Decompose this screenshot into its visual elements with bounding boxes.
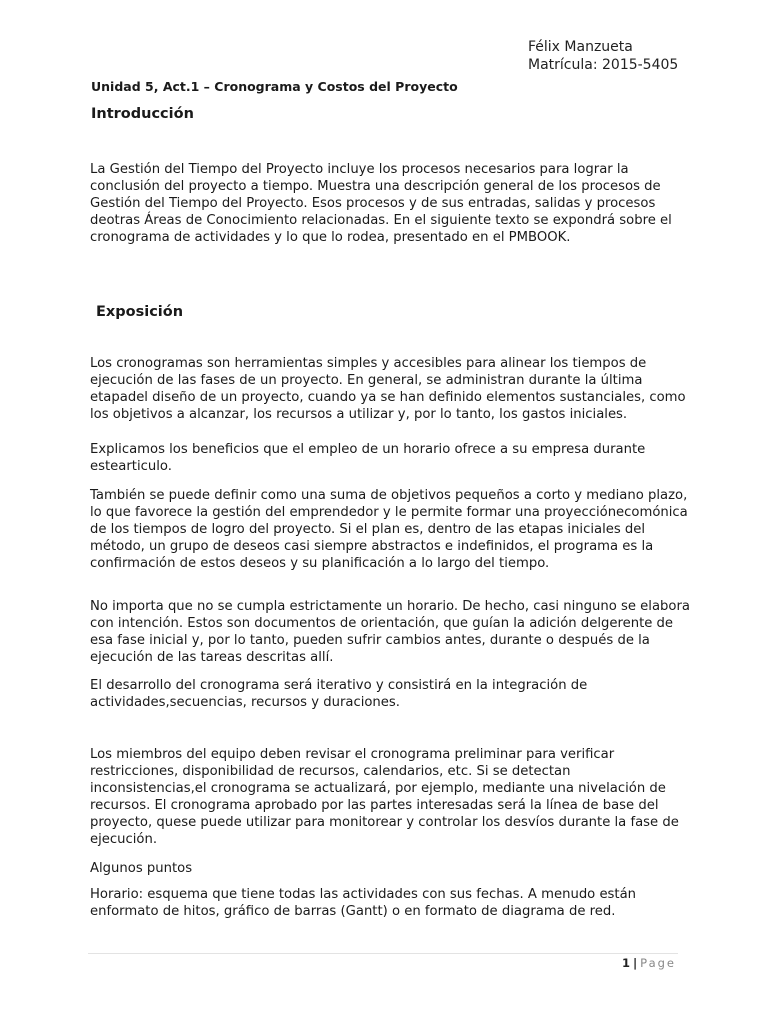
intro-heading: Introducción xyxy=(91,106,194,122)
body-paragraph: Los cronogramas son herramientas simples y accesibles para alinear los tiempos de ejecución de las fases de un proyecto. En general, se administran durante la última etapadel diseño de un proyecto, cuando ya se han definido elementos sustanciales, como los objetivos a alcanzar, los recursos a utilizar y, por lo tanto, los gastos iniciales. xyxy=(90,356,686,422)
body-paragraph: Explicamos los beneficios que el empleo de un horario ofrece a su empresa durante estearticulo. xyxy=(90,442,646,474)
body-paragraph: Algunos puntos xyxy=(90,861,193,876)
page-label: Page xyxy=(640,956,676,970)
body-paragraph: Los miembros del equipo deben revisar el cronograma preliminar para verificar restricciones, disponibilidad de recursos, calendarios, etc. Si se detectan inconsistencias,el cronograma se actualizará, por ejemplo, mediante una nivelación de recursos. El cronograma aprobado por las partes interesadas será la línea de base del proyecto, quese puede utilizar para monitorear y controlar los desvíos durante la fase de ejecución. xyxy=(90,747,679,847)
author-block xyxy=(528,38,678,74)
body-paragraph: También se puede definir como una suma de objetivos pequeños a corto y mediano plazo, lo que favorece la gestión del emprendedor y le permite formar una proyecciónecomónica de los tiempos de logro del proyecto. Si el plan es, dentro de las etapas iniciales del método, un grupo de deseos casi siempre abstractos e indefinidos, el programa es la confirmación de estos deseos y su planificación a lo largo del tiempo. xyxy=(90,488,688,571)
page-footer xyxy=(622,956,676,970)
page-separator: | xyxy=(632,956,638,970)
body-paragraph: No importa que no se cumpla estrictamente un horario. De hecho, casi ninguno se elabora con intención. Estos son documentos de orientación, que guían la adición delgerente de esa fase inicial y, por lo tanto, pueden sufrir cambios antes, durante o después de la ejecución de las tareas descritas allí. xyxy=(90,599,690,665)
page-number: 1 xyxy=(621,956,630,970)
author-name: Félix Manzueta xyxy=(528,39,633,55)
exposition-heading: Exposición xyxy=(96,304,184,320)
body-paragraph: El desarrollo del cronograma será iterativo y consistirá en la integración de actividades,secuencias, recursos y duraciones. xyxy=(90,678,588,710)
unit-title: Unidad 5, Act.1 – Cronograma y Costos del Proyecto xyxy=(91,79,458,94)
intro-paragraph: La Gestión del Tiempo del Proyecto incluye los procesos necesarios para lograr la conclusión del proyecto a tiempo. Muestra una descripción general de los procesos de Gestión del Tiempo del Proyecto. Esos procesos y de sus entradas, salidas y procesos deotras Áreas de Conocimiento relacionadas. En el siguiente texto se expondrá sobre el cronograma de actividades y lo que lo rodea, presentado en el PMBOOK. xyxy=(90,162,672,245)
author-id: Matrícula: 2015-5405 xyxy=(528,57,679,73)
body-paragraph: Horario: esquema que tiene todas las actividades con sus fechas. A menudo están enformato de hitos, gráfico de barras (Gantt) o en formato de diagrama de red. xyxy=(90,887,637,919)
footer-divider xyxy=(88,953,678,954)
